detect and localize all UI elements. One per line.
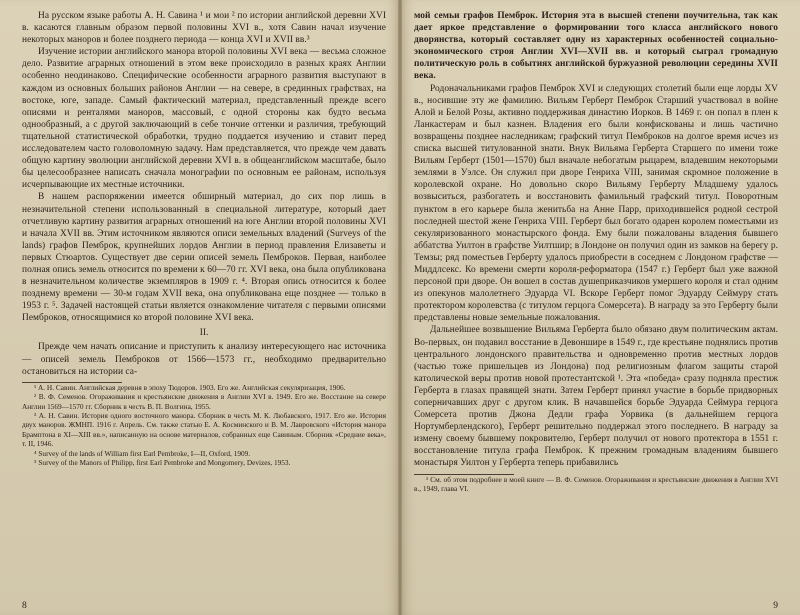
left-paragraph-1: На русском языке работы А. Н. Савина ¹ и мои ² по истории английской деревни XVI в. касаются главным образом первой половины XVI в., хотя Савин начал изучение некоторых маноров и более позднего периода — конца XVI и XVII вв.³ [22, 11, 386, 46]
footnote-1: ¹ А. Н. Савин. Английская деревня в эпоху Тюдоров. 1903. Его же. Английская секуляризация, 1906. [34, 382, 346, 392]
left-footnotes [22, 383, 386, 468]
left-paragraph-2: Изучение истории английского манора второй половины XVI века — весьма сложное дело. Развитие аграрных отношений в этом веке происходило в разных краях Англии особенно неодинаково. Специфические особенности аграрного развития выступают в каждом из основных больших районов Англии — на севере, в срединных графствах, на востоке, юге, западе. Самый фактический материал, представленный прежде всего описями и ренталями маноров, массовый, с одной стороны как будто весьма однообразный, а с другой заключающий в себе тончие оттенки и различия, требующий тщательной статистической обработки, трудно поддается изучению и ставит перед исследователем часто головоломную задачу. Нам представляется, что прежде чем давать общую картину эволюции английской деревни XVI в. в общеанглийском масштабе, было бы целесообразнее написать сначала монографии по основным ее районам, используя исчерпывающие их местные источники. [22, 47, 386, 191]
footnote-right-1: ¹ См. об этом подробнее в моей книге — В. Ф. Семенов. Огораживания и крестьянские движения в Англии XVI в., 1949, глава VI. [414, 474, 778, 493]
right-paragraph-2: Дальнейшее возвышение Вильяма Герберта было обязано двум политическим актам. Во-первых, он подавил восстание в Девоншире в 1549 г., где крестьяне поднялись против центрального лондонского правительства и одновременно против местных лордов (частью тоже пришельцев из Лондона) под религиозным флагом защиты старой католической веры против новой протестантской ¹. Эта «победа» сразу подняла престиж Герберта в глазах правящей знати. Затем Герберт принял участие в борьбе придворных соперничавших друг с другом клик. В начавшейся борьбе Эдуарда Сеймура герцога Сомерсета против Джона Дедли графа Уорвика (в дальнейшем герцога Нортумберлендского), Герберт решительно поддержал этого последнего. В награду за измену своему бывшему покровителю, Герберт получил от нового протектора в 1551 г. восстановление титула графа Пемброк. К прежним громадным владениям бывшего монастыря Уилтон у Герберта теперь прибавились [414, 325, 778, 469]
page-number-right: 9 [773, 601, 778, 611]
footnote-5: ⁵ Survey of the Manors of Philipp, first Earl Pembroke and Mongomery, Devizes, 1953. [34, 457, 291, 467]
right-body-text [414, 10, 778, 470]
footnote-4: ⁴ Survey of the lands of William first Earl Pembroke, I—II, Oxford, 1909. [34, 448, 251, 458]
section-heading: II. [199, 328, 209, 339]
right-paragraph-1: Родоначальниками графов Пемброк XVI и следующих столетий были еще лорды XV в., носившие эту же фамилию. Вильям Герберт Пемброк Старший участвовал в войне Алой и Белой Розы, активно поддерживая династию Иорков. В 1469 г. он попал в плен к Ланкастерам и был казнен. Владения его были конфискованы и лишь частично возвращены позднее наследникам; графский титул Пемброков на долгое время исчез из списка высшей титулованной знати. Внук Вильяма Герберта Старшего по имени тоже Вильям Герберт (1501—1570) был вначале небогатым рыцарем, владевшим некоторыми землями в Уэлсе. Он служил при дворе Генриха VIII, занимая скромное положение в королевской охране. Но довольно скоро Вильяму Герберту Младшему удалось возвыситься, разбогатеть и восстановить фамильный графский титул. Поворотным пунктом в его карьере была женитьба на Анне Парр, приходившейся родной сестрой последней шестой жене Генриха VIII. Герберт был богато одарен королем поместьями из секуляризованного монастырского фонда. Ему были пожалованы владения бывшего аббатства Уилтон в графстве Уилтшир; в Лондоне он получил один из замков на берегу р. Темзы; ряд поместьев Герберту удалось приобрести в соседнем с Лондоном графстве — Миддлсекс. Ко времени смерти короля-реформатора (1547 г.) Герберт был уже важной персоной при дворе. Он вошел в состав душеприказчиков умершего короля и стал одним из опекунов малолетнего Эдуарда VI. Вскоре Герберт помог Эдуарду Сеймуру стать протектором королевства (с титулом герцога Сомерсета). В награду за это Герберту были представлены новые земельные пожалования. [414, 83, 778, 324]
left-paragraph-3: В нашем распоряжении имеется обширный материал, до сих пор лишь в незначительной степени использованный в специальной литературе, который дает отчетливую картину развития аграрных отношений на юге Англии второй половины XVI и начала XVII вв. Этим источником являются описи земельных владений (Surveys of the lands) графов Пемброк, крупнейших лордов Англии в период правления Елизаветы и первых Стюартов. Существует две серии описей земель Пемброков. Первая, наиболее полная опись земель относится по времени к 60—70 гг. XVI века, она была опубликована в незначительном количестве экземпляров в 1909 г. ⁴. Вторая опись относится к более позднему времени — 30-м годам XVII века, она опубликована еще позднее — только в 1953 г. ⁵. Задачей настоящей статьи является ознакомление читателя с первыми описями Пемброков, относящимися ко второй половине XVI века. [22, 192, 386, 324]
book-gutter [398, 0, 402, 615]
footnote-3: ³ А. Н. Савин. История одного восточного манора. Сборник в честь М. К. Любавского, 1917. Его же. История двух маноров. ЖМНП. 1916 г. Апрель. См. также статью Е. А. Косминского и В. М. Лавровского «История манора Брамптона в XI—XIII вв.», написанную на основе материалов, собранных еще Савиным. Сборник «Средние века», т. II, 1946. [22, 410, 386, 449]
left-paragraph-4: Прежде чем начать описание и приступить к анализу интересующего нас источника — описей земель Пемброков от 1566—1573 гг., необходимо предварительно остановиться на истории са- [22, 342, 386, 377]
right-page [400, 0, 800, 615]
right-opening-paragraph: мой семьи графов Пемброк. История эта в высшей степени поучительна, так как дает яркое представление о формировании того класса английского нового дворянства, который составляет одну из характерных особенностей социально-экономического строя Англии XVI—XVII вв. и который сыграл громадную политическую роль в событиях английской буржуазной революции середины XVII века. [414, 11, 778, 82]
right-footnotes [414, 475, 778, 494]
page-number-left: 8 [22, 601, 27, 611]
left-body-text [22, 10, 386, 378]
footnote-2: ² В. Ф. Семенов. Огораживания и крестьянские движения в Англии XVI в. 1949. Его же. Восстание на севере Англии 1569—1570 гг. Сборник в честь В. П. Волгина, 1955. [22, 392, 386, 411]
